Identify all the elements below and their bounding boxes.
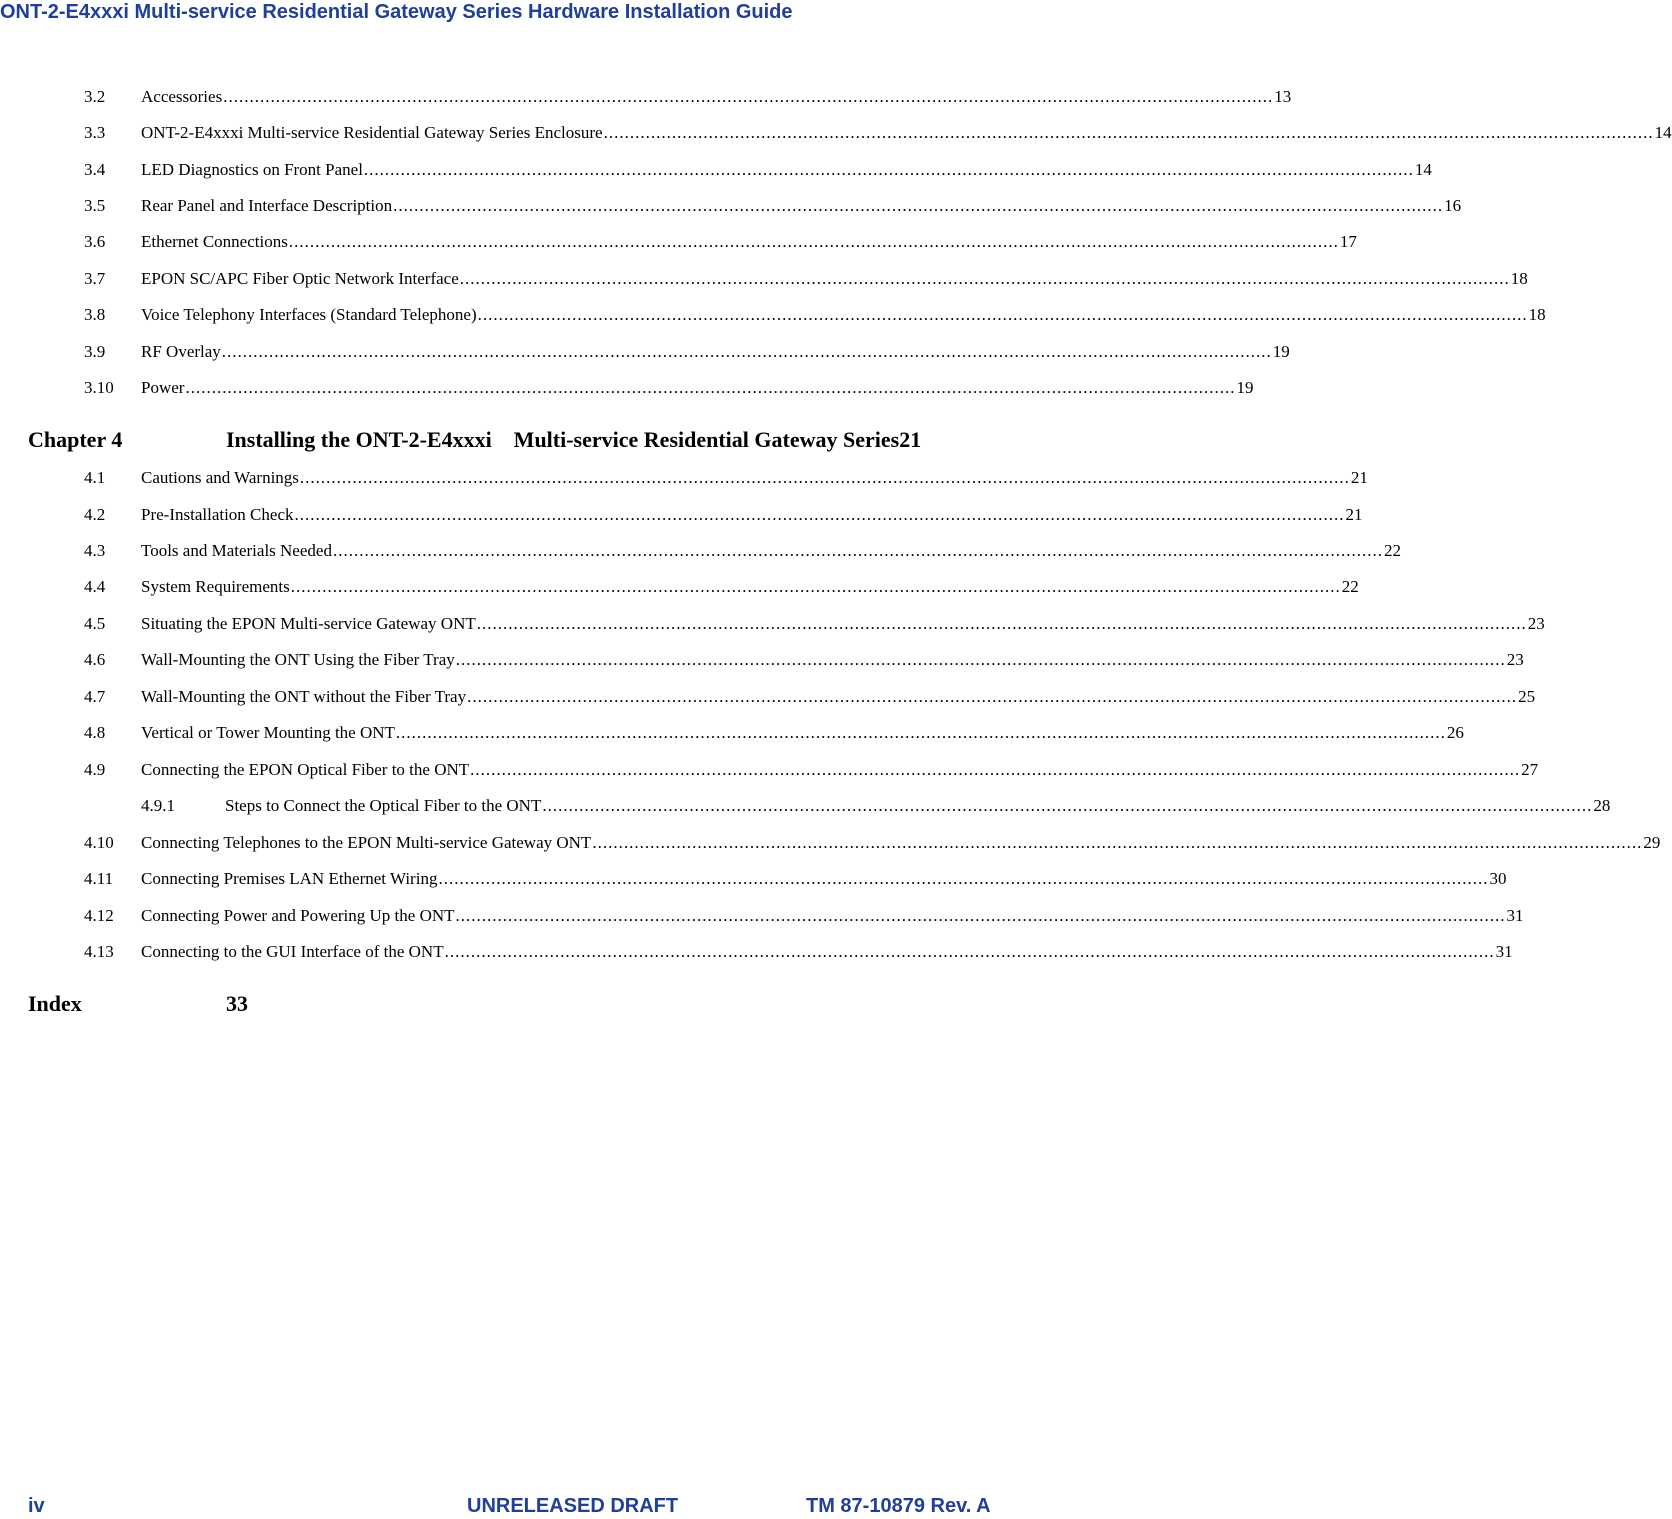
toc-entry-title: ONT-2-E4xxxi Multi-service Residential Gateway Series Enclosure <box>141 123 603 142</box>
toc-entry[interactable] <box>84 86 1292 108</box>
toc-chapter-heading[interactable] <box>28 426 1018 454</box>
toc-leader-dots: ........................................................................................................................................................................................................ <box>476 614 1527 633</box>
toc-leader-dots: ........................................................................................................................................................................................................ <box>363 160 1414 179</box>
toc-entry-title: Connecting to the GUI Interface of the ONT <box>141 942 444 961</box>
toc-entry[interactable] <box>84 941 1513 963</box>
toc-leader-dots: ........................................................................................................................................................................................................ <box>332 541 1383 560</box>
toc-entry-title: RF Overlay <box>141 342 221 361</box>
toc-leader-dots: ........................................................................................................................................................................................................ <box>444 942 1495 961</box>
toc-entry-page: 18 <box>1528 305 1546 324</box>
chapter-label: Chapter 4 <box>28 427 123 452</box>
footer-document-id: TM 87-10879 Rev. A <box>806 1495 991 1517</box>
toc-entry-page: 31 <box>1495 942 1513 961</box>
toc-entry-title: Connecting Premises LAN Ethernet Wiring <box>141 869 438 888</box>
toc-entry-page: 23 <box>1527 614 1545 633</box>
toc-entry-number: 3.7 <box>84 269 106 288</box>
toc-entry-title: Wall-Mounting the ONT Using the Fiber Tray <box>141 650 455 669</box>
footer-page-number: iv <box>28 1495 45 1517</box>
toc-entry[interactable] <box>84 195 1462 217</box>
toc-entry-number: 4.9 <box>84 760 106 779</box>
toc-leader-dots: ........................................................................................................................................................................................................ <box>477 305 1528 324</box>
toc-entry[interactable] <box>84 231 1357 253</box>
toc-entry-number: 3.5 <box>84 196 106 215</box>
toc-leader-dots: ........................................................................................................................................................................................................ <box>221 342 1272 361</box>
toc-entry-number: 3.2 <box>84 87 106 106</box>
chapter-title: Installing the ONT-2-E4xxxi Multi-service Residential Gateway Series <box>226 427 900 452</box>
toc-entry-title: Voice Telephony Interfaces (Standard Telephone) <box>141 305 477 324</box>
toc-entry-number: 4.5 <box>84 614 106 633</box>
toc-entry[interactable] <box>84 540 1401 562</box>
toc-index-heading[interactable] <box>28 990 1018 1018</box>
toc-entry-title: System Requirements <box>141 577 290 596</box>
toc-entry-number: 3.3 <box>84 123 106 142</box>
toc-leader-dots: ........................................................................................................................................................................................................ <box>185 378 1236 397</box>
toc-leader-dots: ........................................................................................................................................................................................................ <box>603 123 1654 142</box>
toc-leader-dots: ........................................................................................................................................................................................................ <box>294 505 1345 524</box>
toc-leader-dots: ........................................................................................................................................................................................................ <box>393 196 1444 215</box>
toc-entry-title: Accessories <box>141 87 223 106</box>
toc-entry-number: 4.1 <box>84 468 106 487</box>
toc-entry-number: 4.4 <box>84 577 106 596</box>
toc-leader-dots: ........................................................................................................................................................................................................ <box>470 760 1521 779</box>
toc-entry[interactable] <box>84 341 1290 363</box>
toc-entry-page: 19 <box>1272 342 1290 361</box>
toc-entry-page: 14 <box>1414 160 1432 179</box>
toc-entry[interactable] <box>84 832 1661 854</box>
toc-entry-title: Pre-Installation Check <box>141 505 294 524</box>
toc-entry-number: 4.2 <box>84 505 106 524</box>
toc-entry-title: Cautions and Warnings <box>141 468 299 487</box>
toc-entry[interactable] <box>84 868 1507 890</box>
toc-leader-dots: ........................................................................................................................................................................................................ <box>290 577 1341 596</box>
toc-entry-page: 17 <box>1339 232 1357 251</box>
toc-entry[interactable] <box>84 759 1539 781</box>
toc-entry-page: 18 <box>1510 269 1528 288</box>
toc-leader-dots: ........................................................................................................................................................................................................ <box>542 796 1593 815</box>
toc-entry[interactable] <box>84 467 1368 489</box>
toc-entry-title: Wall-Mounting the ONT without the Fiber Tray <box>141 687 467 706</box>
toc-entry[interactable] <box>84 504 1363 526</box>
toc-entry-page: 21 <box>1350 468 1368 487</box>
toc-entry-page: 28 <box>1593 796 1611 815</box>
toc-entry-title: Ethernet Connections <box>141 232 288 251</box>
toc-entry-page: 29 <box>1643 833 1661 852</box>
page-header-title: ONT-2-E4xxxi Multi-service Residential Gateway Series Hardware Installation Guide <box>0 1 793 23</box>
toc-leader-dots: ........................................................................................................................................................................................................ <box>592 833 1643 852</box>
toc-entry-page: 16 <box>1444 196 1462 215</box>
toc-entry-page: 26 <box>1446 723 1464 742</box>
toc-leader-dots: ........................................................................................................................................................................................................ <box>395 723 1446 742</box>
toc-entry-page: 27 <box>1521 760 1539 779</box>
toc-entry-number: 4.7 <box>84 687 106 706</box>
toc-entry-number: 4.10 <box>84 833 114 852</box>
page-footer <box>0 1494 1038 1518</box>
toc-entry[interactable] <box>84 686 1536 708</box>
toc-subentry[interactable] <box>141 795 1611 817</box>
toc-entry-page: 23 <box>1506 650 1524 669</box>
toc-entry[interactable] <box>84 268 1528 290</box>
toc-entry-page: 14 <box>1654 123 1672 142</box>
toc-leader-dots: ........................................................................................................................................................................................................ <box>455 906 1506 925</box>
toc-entry-page: 22 <box>1341 577 1359 596</box>
toc-entry-title: LED Diagnostics on Front Panel <box>141 160 363 179</box>
index-page: 33 <box>226 991 248 1016</box>
toc-entry-page: 13 <box>1274 87 1292 106</box>
toc-entry-title: Situating the EPON Multi-service Gateway ONT <box>141 614 476 633</box>
toc-entry-number: 4.12 <box>84 906 114 925</box>
toc-entry-number: 3.9 <box>84 342 106 361</box>
toc-entry-title: Tools and Materials Needed <box>141 541 332 560</box>
toc-entry[interactable] <box>84 159 1432 181</box>
toc-entry[interactable] <box>84 377 1254 399</box>
toc-entry-title: Vertical or Tower Mounting the ONT <box>141 723 395 742</box>
toc-entry[interactable] <box>84 576 1359 598</box>
toc-entry-number: 3.4 <box>84 160 106 179</box>
toc-leader-dots: ........................................................................................................................................................................................................ <box>467 687 1518 706</box>
toc-entry-number: 3.8 <box>84 305 106 324</box>
toc-entry[interactable] <box>84 613 1545 635</box>
toc-leader-dots: ........................................................................................................................................................................................................ <box>459 269 1510 288</box>
toc-entry-title: Power <box>141 378 185 397</box>
toc-entry-page: 19 <box>1236 378 1254 397</box>
toc-entry-number: 4.8 <box>84 723 106 742</box>
toc-entry-number: 4.11 <box>84 869 114 888</box>
toc-entry-number: 4.3 <box>84 541 106 560</box>
index-label: Index <box>28 991 82 1016</box>
toc-leader-dots: ........................................................................................................................................................................................................ <box>455 650 1506 669</box>
toc-entry-number: 3.6 <box>84 232 106 251</box>
toc-leader-dots: ........................................................................................................................................................................................................ <box>288 232 1339 251</box>
toc-entry-number: 4.9.1 <box>141 796 175 815</box>
toc-leader-dots: ........................................................................................................................................................................................................ <box>299 468 1350 487</box>
toc-entry-title: Steps to Connect the Optical Fiber to the ONT <box>225 796 542 815</box>
toc-entry[interactable] <box>84 905 1524 927</box>
toc-entry-title: Connecting Power and Powering Up the ONT <box>141 906 455 925</box>
toc-entry-number: 3.10 <box>84 378 114 397</box>
toc-entry[interactable] <box>84 304 1546 326</box>
toc-entry-number: 4.13 <box>84 942 114 961</box>
toc-leader-dots: ........................................................................................................................................................................................................ <box>223 87 1274 106</box>
toc-entry[interactable] <box>84 722 1464 744</box>
toc-entry-title: Connecting the EPON Optical Fiber to the ONT <box>141 760 470 779</box>
toc-entry-title: Connecting Telephones to the EPON Multi-service Gateway ONT <box>141 833 592 852</box>
toc-entry-number: 4.6 <box>84 650 106 669</box>
toc-entry-page: 22 <box>1383 541 1401 560</box>
toc-entry[interactable] <box>84 122 1672 144</box>
toc-entry-page: 30 <box>1489 869 1507 888</box>
toc-entry[interactable] <box>84 649 1524 671</box>
chapter-page: 21 <box>899 427 922 452</box>
toc-entry-title: EPON SC/APC Fiber Optic Network Interface <box>141 269 459 288</box>
toc-entry-page: 25 <box>1518 687 1536 706</box>
toc-entry-page: 21 <box>1345 505 1363 524</box>
toc-entry-page: 31 <box>1506 906 1524 925</box>
footer-draft-status: UNRELEASED DRAFT <box>467 1495 679 1517</box>
toc-leader-dots: ........................................................................................................................................................................................................ <box>438 869 1489 888</box>
toc-entry-title: Rear Panel and Interface Description <box>141 196 393 215</box>
